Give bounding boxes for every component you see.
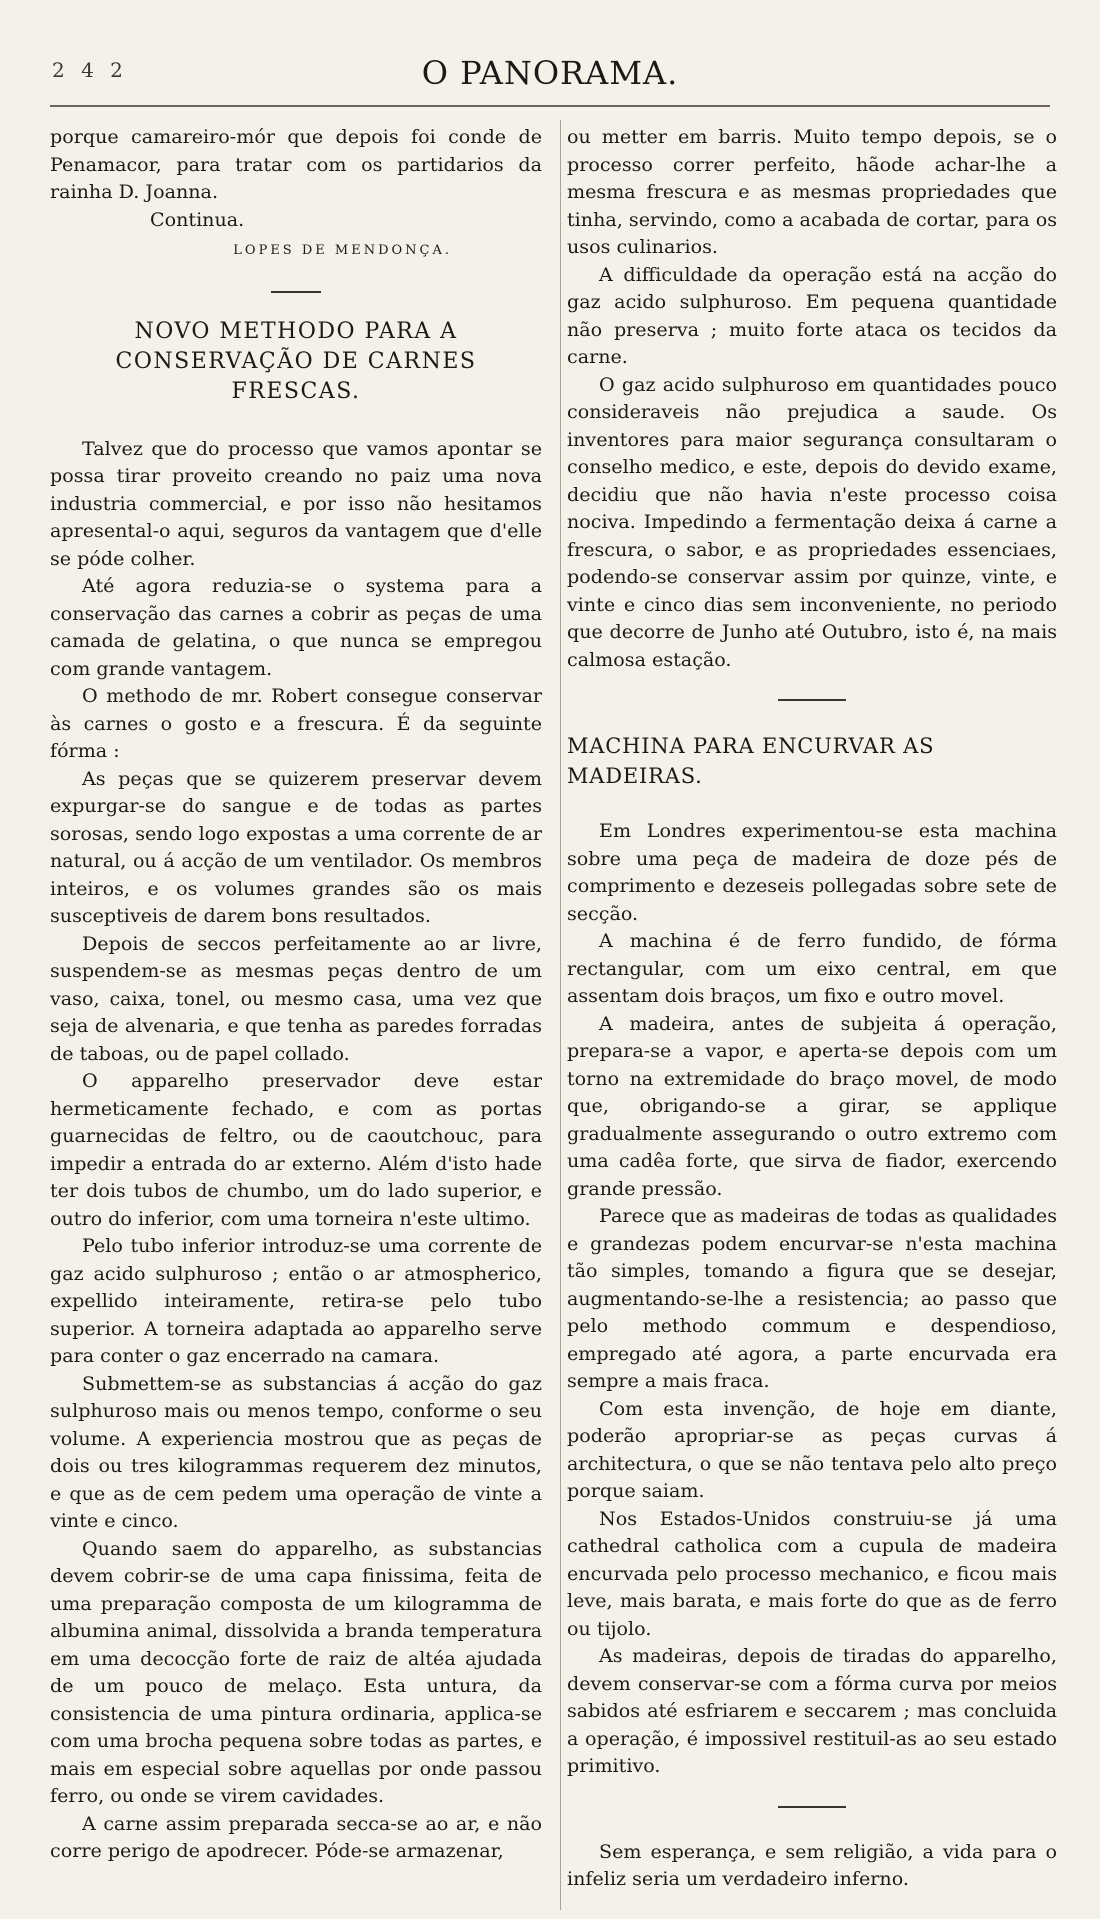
continuation-paragraph: A difficuldade da operação está na acção do gaz acido sulphuroso. Em pequena quantidade não preserva ; muito forte ataca os tecidos da carne. [567, 262, 1057, 368]
paragraph: Com esta invenção, de hoje em diante, poderão apropriar-se as peças curvas á architectura, o que se não tentava pelo alto preço porque saiam. [567, 1396, 1057, 1502]
left-column [50, 123, 542, 1865]
intro-text: porque camareiro-mór que depois foi conde de Penamacor, para tratar com os partidarios da rainha D. Joanna. [50, 125, 542, 203]
section-divider [778, 699, 846, 701]
section-divider [778, 1806, 846, 1808]
page-header [0, 20, 1100, 92]
paragraph: Quando saem do apparelho, as substancias devem cobrir-se de uma capa finissima, feita de uma preparação composta de um kilogramma de albumina animal, dissolvida a branda temperatura em uma decocção forte de raiz de altéa ajudada de um pouco de melaço. Esta untura, da consistencia de uma pintura ordinaria, applica-se com uma brocha pequena sobre todas as partes, e mais em especial sobre aquellas por onde passou ferro, ou onde se virem cavidades. [50, 1536, 542, 1807]
journal-title: O PANORAMA. [421, 54, 679, 92]
article-title-carnes: NOVO METHODO PARA A CONSERVAÇÃO DE CARNES FRESCAS. [115, 318, 477, 404]
paragraph: Em Londres experimentou-se esta machina sobre uma peça de madeira de doze pés de comprimento e dezeseis pollegadas sobre sete de secção. [567, 819, 1057, 925]
paragraph: Parece que as madeiras de todas as qualidades e grandezas podem encurvar-se n'esta machina tão simples, tomando a figura que se desejar, augmentando-se-lhe a resistencia; ao passo que pelo methodo commum e despendioso, empregado até agora, a parte encurvada era sempre a mais fraca. [567, 1204, 1057, 1392]
paragraph: O methodo de mr. Robert consegue conservar às carnes o gosto e a frescura. É da seguinte fórma : [50, 684, 542, 762]
paragraph: Até agora reduzia-se o systema para a conservação das carnes a cobrir as peças de uma camada de gelatina, o que nunca se empregou com grande vantagem. [50, 574, 542, 680]
paragraph: A machina é de ferro fundido, de fórma rectangular, com um eixo central, em que assentam dois braços, um fixo e outro movel. [567, 929, 1057, 1007]
header-rule [50, 105, 1050, 107]
paragraph: Depois de seccos perfeitamente ao ar livre, suspendem-se as mesmas peças dentro de um vaso, caixa, tonel, ou mesmo casa, uma vez que seja de alvenaria, e que tenha as paredes forradas de taboas, ou de papel collado. [50, 931, 542, 1065]
paragraph: Talvez que do processo que vamos apontar se possa tirar proveito creando no paiz uma nova industria commercial, e por isso não hesitamos apresental-o aqui, seguros da vantagem que d'elle se póde colher. [50, 436, 542, 570]
paragraph: As peças que se quizerem preservar devem expurgar-se do sangue e de todas as partes sorosas, sendo logo expostas a uma corrente de ar natural, ou á acção de um ventilador. Os membros inteiros, e os volumes grandes são os mais susceptiveis de darem bons resultados. [50, 766, 542, 927]
section-divider [271, 291, 321, 293]
continuation-paragraph: ou metter em barris. Muito tempo depois, se o processo correr perfeito, hãode achar-lhe a mesma frescura e as mesmas propriedades que tinha, servindo, como a acabada de cortar, para os usos culinarios. [567, 125, 1057, 258]
author-signature: LOPES DE MENDONÇA. [233, 243, 452, 258]
page-number: 2 4 2 [52, 58, 128, 82]
continuation-paragraph: O gaz acido sulphuroso em quantidades pouco consideraveis não prejudica a saude. Os inventores para maior segurança consultaram o conselho medico, e este, depois do devido exame, decidiu que não havia n'este processo coisa nociva. Impedindo a fermentação deixa á carne a frescura, o sabor, e as propriedades essenciaes, podendo-se conservar assim por quinze, vinte, e vinte e cinco dias sem inconveniente, no periodo que decorre de Junho até Outubro, isto é, na mais calmosa estação. [567, 372, 1057, 671]
paragraph: A madeira, antes de subjeita á operação, prepara-se a vapor, e aperta-se depois com um torno na extremidade do braço movel, de modo que, obrigando-se a girar, se applique gradualmente assegurando o outro extremo com uma cadêa forte, que sirva de fiador, exercendo grande pressão. [567, 1011, 1057, 1200]
paragraph: Pelo tubo inferior introduz-se uma corrente de gaz acido sulphuroso ; então o ar atmospherico, expellido inteiramente, retira-se pelo tubo superior. A torneira adaptada ao apparelho serve para conter o gaz encerrado na camara. [50, 1234, 542, 1367]
paragraph: As madeiras, depois de tiradas do apparelho, devem conservar-se com a fórma curva por meios sabidos até esfriarem e seccarem ; mas concluida a operação, é impossivel restituil-as ao seu estado primitivo. [567, 1644, 1057, 1777]
paragraph: Nos Estados-Unidos construiu-se já uma cathedral catholica com a cupula de madeira encurvada pelo processo mechanico, e ficou mais leve, mais barata, e mais forte do que as de ferro ou tijolo. [567, 1506, 1057, 1640]
right-column [567, 123, 1057, 1893]
paragraph: A carne assim preparada secca-se ao ar, e não corre perigo de apodrecer. Póde-se armazenar, [50, 1811, 542, 1862]
column-divider [560, 120, 561, 1910]
closing-maxim: Sem esperança, e sem religião, a vida para o infeliz seria um verdadeiro inferno. [567, 1839, 1057, 1890]
article-title-madeiras: MACHINA PARA ENCURVAR AS MADEIRAS. [567, 734, 935, 788]
continua-note: Continua. [150, 207, 245, 231]
paragraph: Submettem-se as substancias á acção do gaz sulphuroso mais ou menos tempo, conforme o seu volume. A experiencia mostrou que as peças de dois ou tres kilogrammas requerem dez minutos, e que as de cem pedem uma operação de vinte a vinte e cinco. [50, 1371, 542, 1532]
paragraph: O apparelho preservador deve estar hermeticamente fechado, e com as portas guarnecidas de feltro, ou de caoutchouc, para impedir a entrada do ar externo. Além d'isto hade ter dois tubos de chumbo, um do lado superior, e outro do inferior, com uma torneira n'este ultimo. [50, 1069, 542, 1230]
